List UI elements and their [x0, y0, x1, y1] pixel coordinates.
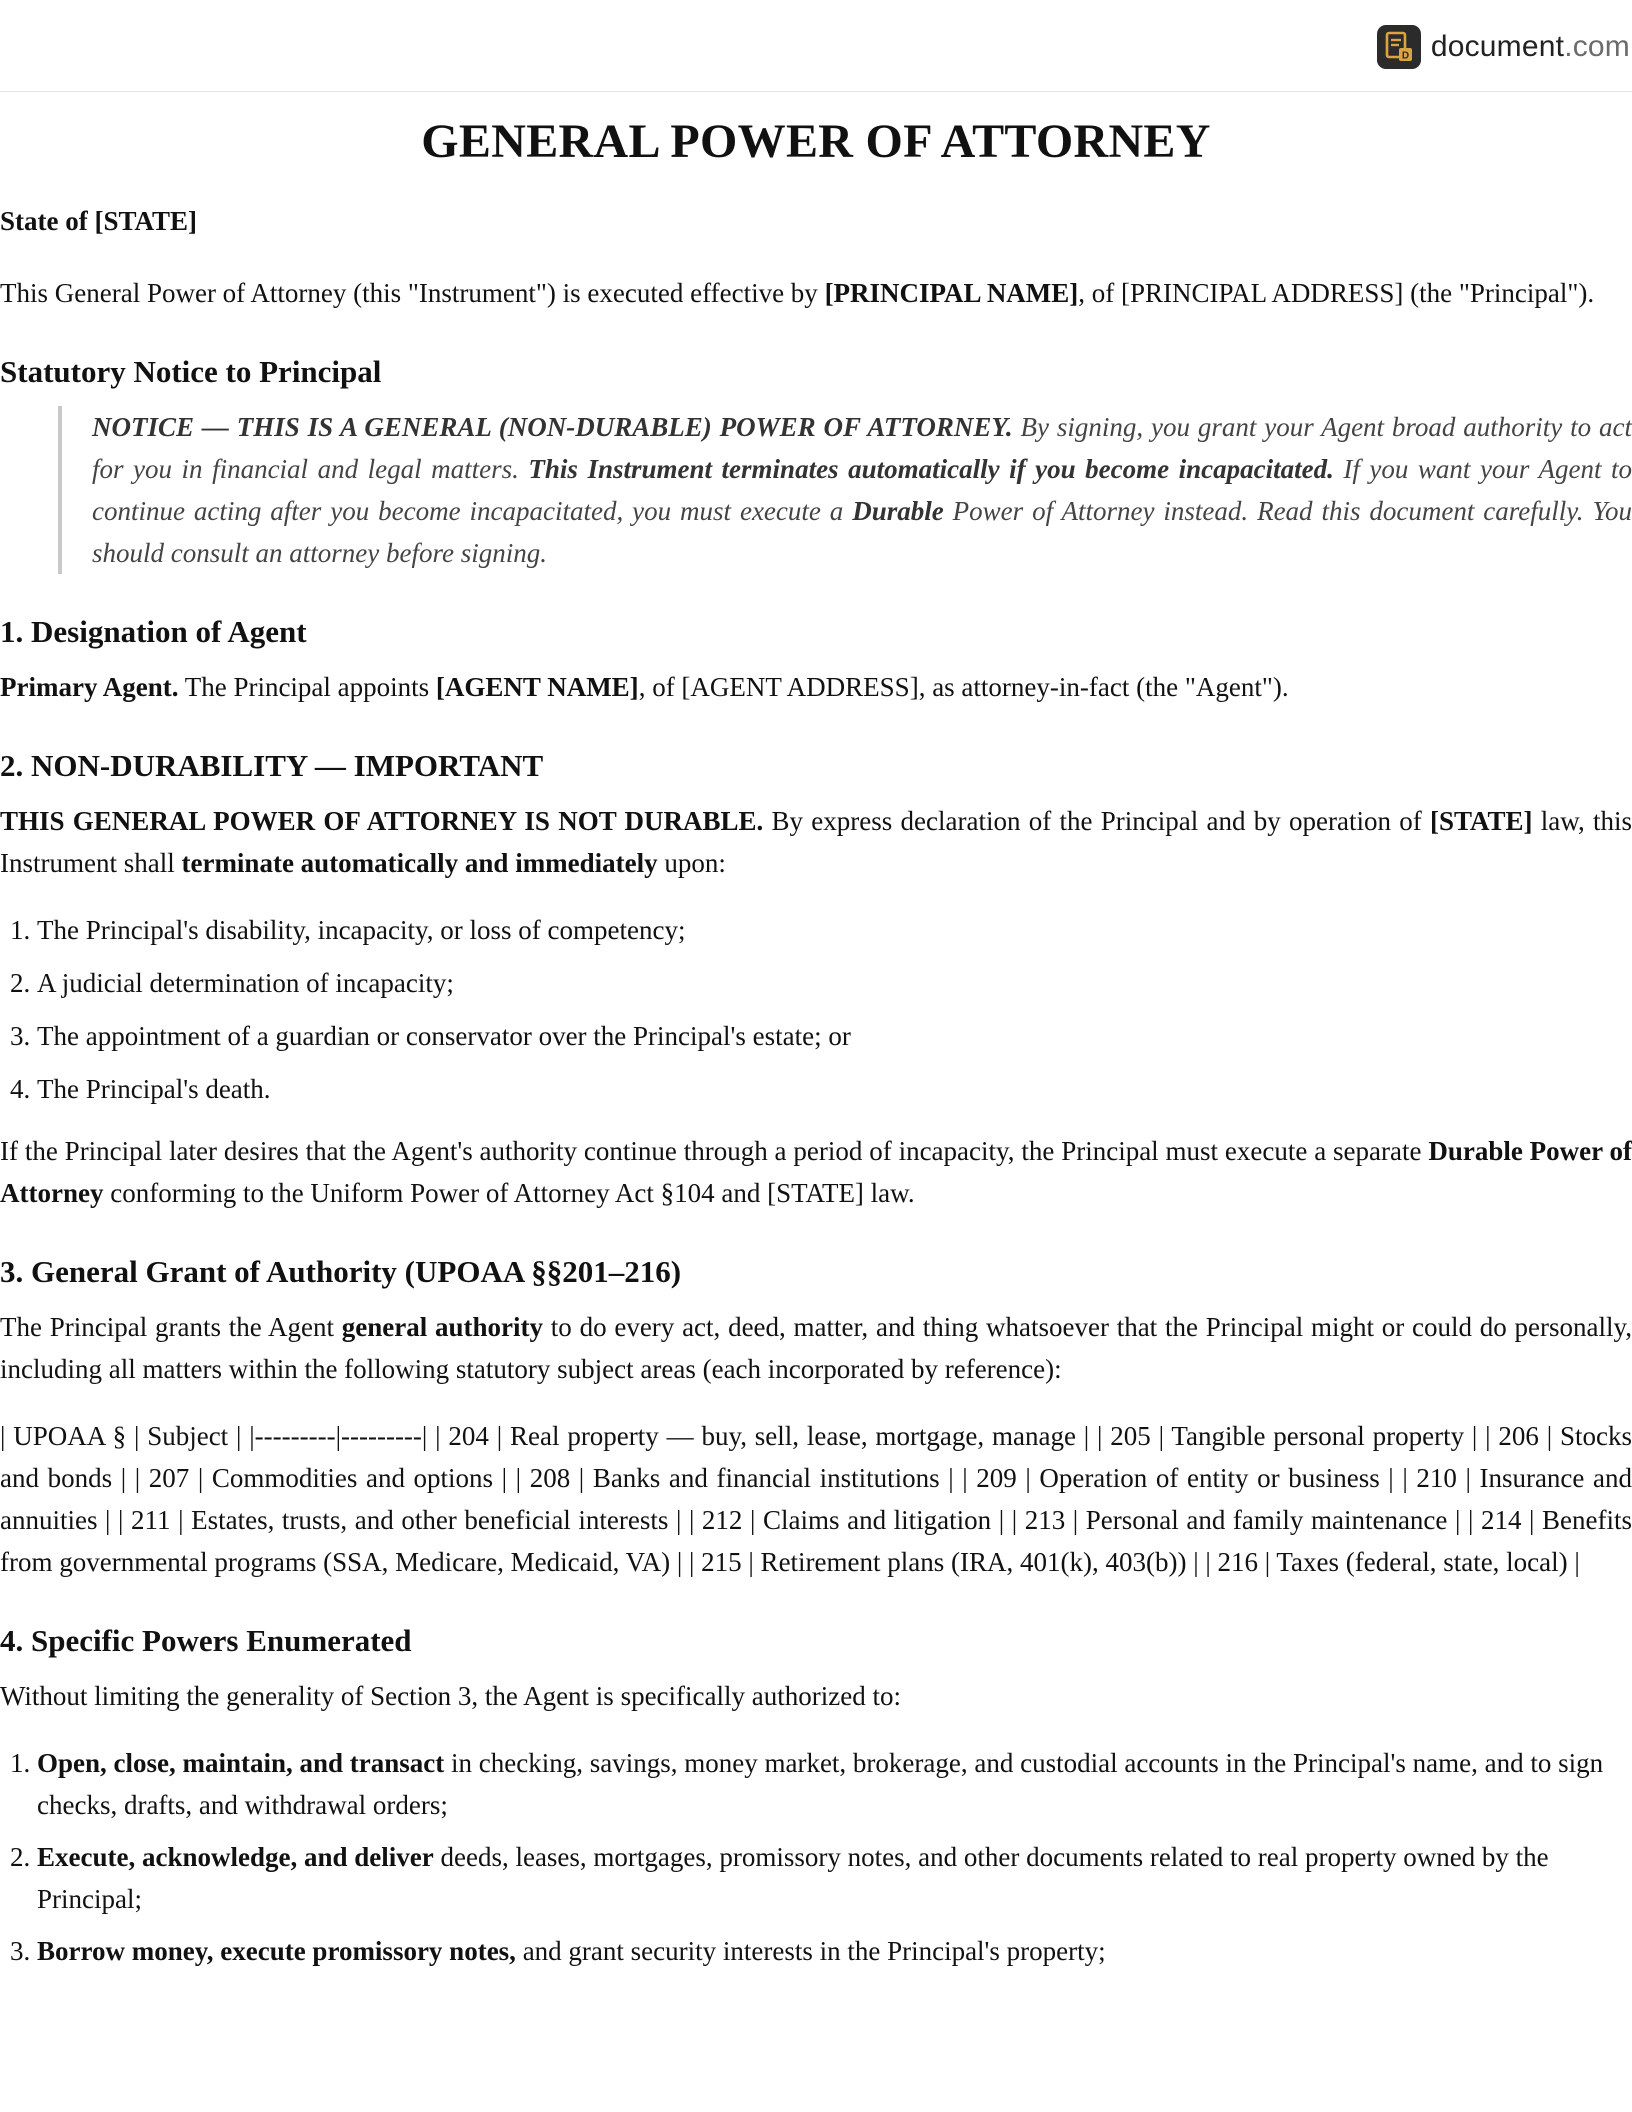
- list-item: 1. The Principal's disability, incapacity, or loss of competency;: [37, 909, 1632, 951]
- principal-name-placeholder: [PRINCIPAL NAME]: [824, 278, 1079, 308]
- section-3-heading: 3. General Grant of Authority (UPOAA §§201–216): [0, 1254, 682, 1289]
- specific-powers-intro: Without limiting the generality of Section 3, the Agent is specifically authorized to:: [0, 1681, 901, 1711]
- notice-heading: Statutory Notice to Principal: [0, 354, 382, 389]
- upoaa-table-raw-text: | UPOAA § | Subject | |---------|---------| | 204 | Real property — buy, sell, lease, mortgage, manage | | 205 | Tangible personal property | | 206 | Stocks and bonds | | 207 | Commodities and options | | 208 | Banks and financial institutions | | 209 | Operation of entity or business | | 210 | Insurance and annuities | | 211 | Estates, trusts, and other beneficial interests | | 212 | Claims and litigation | | 213 | Personal and family maintenance | | 214 | Benefits from governmental programs (SSA, Medicare, Medicaid, VA) | | 215 | Retirement plans (IRA, 401(k), 403(b)) | | 216 | Taxes (federal, state, local) |: [0, 1421, 1632, 1577]
- section-1-heading: 1. Designation of Agent: [0, 614, 307, 649]
- document-title: GENERAL POWER OF ATTORNEY: [421, 115, 1211, 168]
- durable-poa-paragraph: If the Principal later desires that the Agent's authority continue through a period of incapacity, the Principal must execute a separate Durable Power of Attorney conforming to the Uniform Power of Attorney Act §104 and [STATE] law.: [0, 1136, 1632, 1208]
- site-header: [0, 0, 1632, 92]
- state-line: State of [STATE]: [0, 206, 197, 236]
- svg-text:D: D: [1401, 50, 1409, 62]
- statutory-notice-blockquote: NOTICE — THIS IS A GENERAL (NON-DURABLE) POWER OF ATTORNEY. By signing, you grant your Agent broad authority to act for you in financial and legal matters. This Instrument terminates automatically if you become incapacitated. If you want your Agent to continue acting after you become incapacitated, you must execute a Durable Power of Attorney instead. Read this document carefully. You should consult an attorney before signing.: [58, 406, 1632, 574]
- list-item: 3. Borrow money, execute promissory notes, and grant security interests in the Principal's property;: [37, 1930, 1632, 1972]
- brand-logo-link[interactable]: [1377, 24, 1632, 70]
- document-body: [0, 92, 1632, 1992]
- primary-agent-paragraph: Primary Agent. The Principal appoints [AGENT NAME], of [AGENT ADDRESS], as attorney-in-fact (the "Agent").: [0, 672, 1289, 702]
- list-item: 4. The Principal's death.: [37, 1068, 1632, 1110]
- general-authority-paragraph: The Principal grants the Agent general authority to do every act, deed, matter, and thing whatsoever that the Principal might or could do personally, including all matters within the following statutory subject areas (each incorporated by reference):: [0, 1312, 1632, 1384]
- document-logo-icon: [1377, 25, 1421, 69]
- agent-name-placeholder: [AGENT NAME]: [435, 672, 639, 702]
- brand-name: document.com: [1430, 30, 1630, 63]
- non-durable-paragraph: THIS GENERAL POWER OF ATTORNEY IS NOT DURABLE. By express declaration of the Principal and by operation of [STATE] law, this Instrument shall terminate automatically and immediately upon:: [0, 806, 1632, 878]
- list-item: 3. The appointment of a guardian or conservator over the Principal's estate; or: [37, 1015, 1632, 1057]
- termination-events-list: [0, 909, 1632, 1110]
- specific-powers-list: [0, 1742, 1632, 1972]
- section-4-heading: 4. Specific Powers Enumerated: [0, 1623, 412, 1658]
- intro-paragraph: This General Power of Attorney (this "Instrument") is executed effective by [PRINCIPAL NAME], of [PRINCIPAL ADDRESS] (the "Principal").: [0, 278, 1595, 308]
- list-item: 1. Open, close, maintain, and transact in checking, savings, money market, brokerage, and custodial accounts in the Principal's name, and to sign checks, drafts, and withdrawal orders;: [37, 1742, 1632, 1826]
- list-item: 2. A judicial determination of incapacity;: [37, 962, 1632, 1004]
- list-item: 2. Execute, acknowledge, and deliver deeds, leases, mortgages, promissory notes, and other documents related to real property owned by the Principal;: [37, 1836, 1632, 1920]
- section-2-heading: 2. NON-DURABILITY — IMPORTANT: [0, 748, 544, 783]
